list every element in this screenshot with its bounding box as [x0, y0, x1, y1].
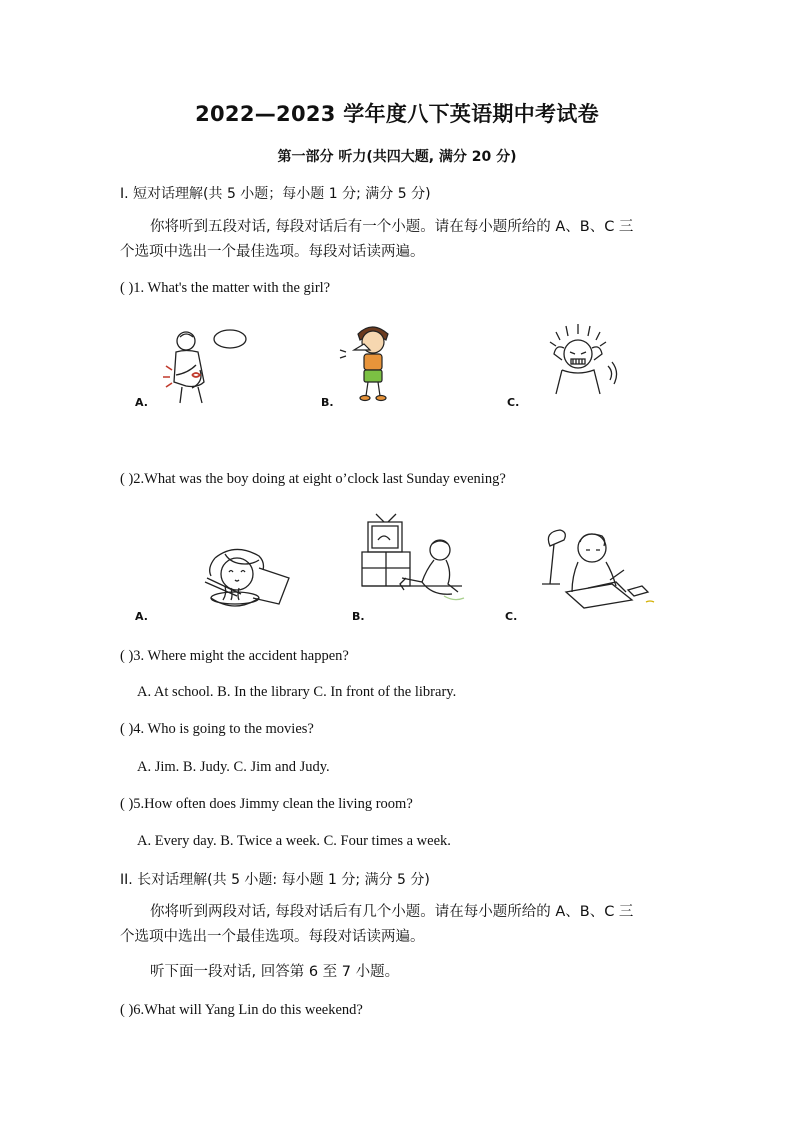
question-3-options: A. At school. B. In the library C. In front of the library. — [137, 684, 457, 700]
section-1-instruction-line2: 个选项中选出一个最佳选项。每段对话读两遍。 — [120, 244, 425, 260]
question-3: ( )3. Where might the accident happen? — [120, 648, 349, 664]
question-5-options: A. Every day. B. Twice a week. C. Four times a week. — [137, 833, 451, 849]
exam-title: 2022—2023 学年度八下英语期中考试卷 — [195, 102, 599, 126]
q2-option-c-label: C. — [505, 610, 518, 623]
eating-noodles-icon — [195, 548, 295, 610]
doing-homework-icon — [536, 522, 658, 612]
question-1: ( )1. What's the matter with the girl? — [120, 280, 331, 296]
section-1-heading: I. 短对话理解(共 5 小题；每小题 1 分; 满分 5 分) — [120, 186, 431, 202]
q1-option-b-label: B. — [321, 396, 334, 409]
question-4: ( )4. Who is going to the movies? — [120, 721, 314, 737]
section-2-heading: II. 长对话理解(共 5 小题: 每小题 1 分; 满分 5 分) — [120, 872, 430, 888]
section-2-sub-instruction: 听下面一段对话, 回答第 6 至 7 小题。 — [150, 964, 400, 980]
section-2-instruction-line2: 个选项中选出一个最佳选项。每段对话读两遍。 — [120, 929, 425, 945]
headache-person-icon — [536, 322, 622, 398]
question-6: ( )6.What will Yang Lin do this weekend? — [120, 1002, 363, 1018]
coughing-boy-icon — [340, 320, 408, 402]
question-5: ( )5.How often does Jimmy clean the living room? — [120, 796, 413, 812]
part-one-subtitle: 第一部分 听力(共四大题, 满分 20 分) — [277, 149, 517, 165]
watching-tv-icon — [362, 510, 472, 618]
section-1-instruction-line1: 你将听到五段对话, 每段对话后有一个小题。请在每小题所给的 A、B、C 三 — [150, 219, 634, 235]
q2-option-a-label: A. — [135, 610, 148, 623]
q1-option-c-label: C. — [507, 396, 520, 409]
q2-option-b-label: B. — [352, 610, 365, 623]
question-2: ( )2.What was the boy doing at eight o’clock last Sunday evening? — [120, 471, 506, 487]
question-4-options: A. Jim. B. Judy. C. Jim and Judy. — [137, 759, 330, 775]
stomachache-person-icon — [162, 325, 252, 407]
q1-option-a-label: A. — [135, 396, 148, 409]
section-2-instruction-line1: 你将听到两段对话, 每段对话后有几个小题。请在每小题所给的 A、B、C 三 — [150, 904, 634, 920]
